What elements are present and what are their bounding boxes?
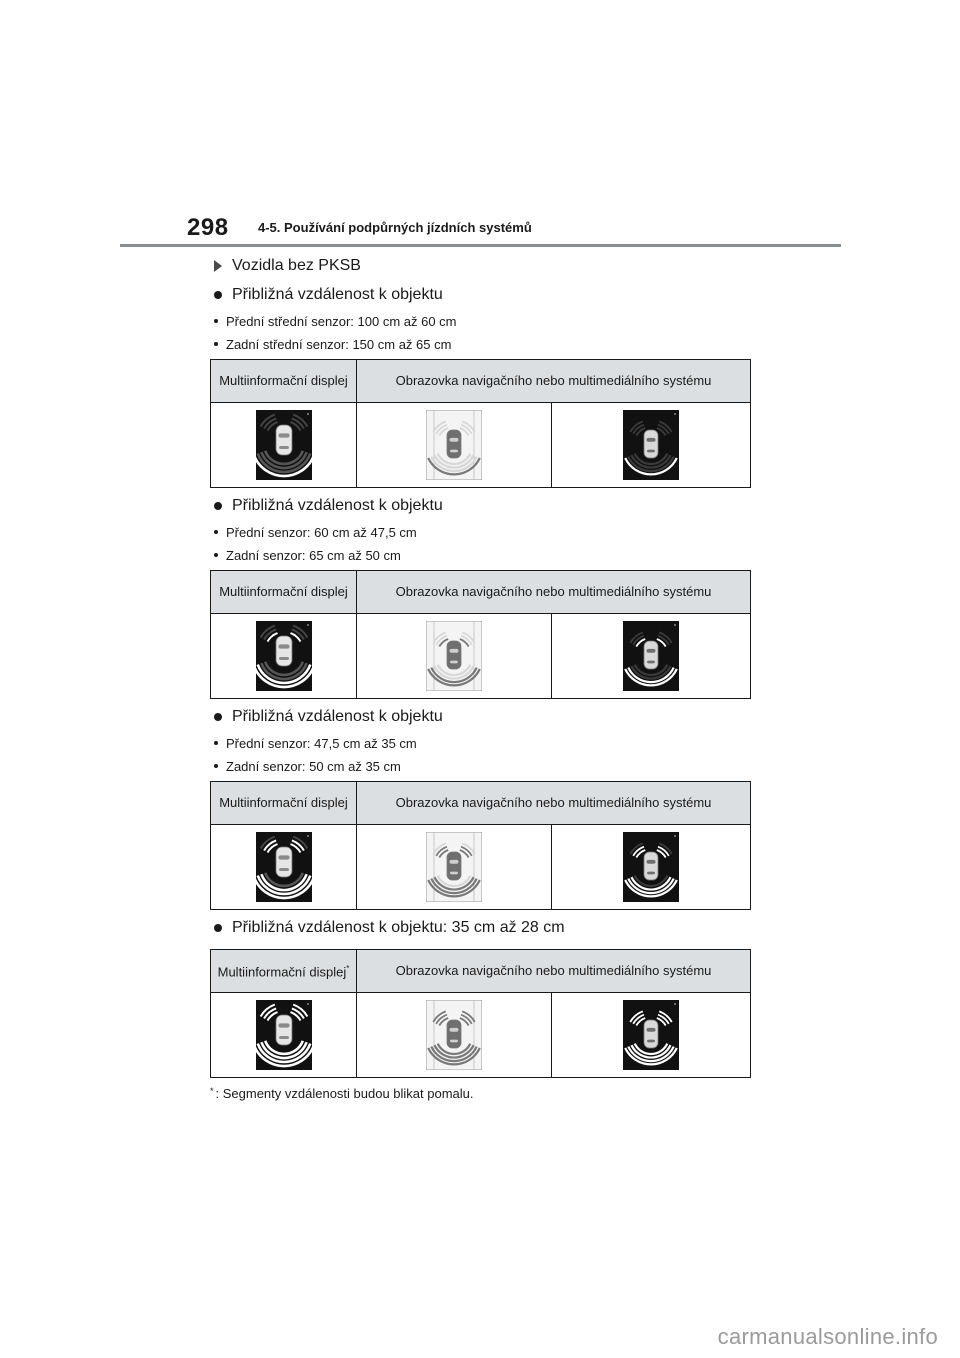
car-windshield-icon <box>278 855 289 859</box>
mid-display-cell <box>211 993 357 1078</box>
sensor-range-item <box>210 336 750 352</box>
car-body-icon <box>644 641 658 669</box>
mid-column-header <box>211 950 357 993</box>
nav-display-cell-light <box>357 403 552 488</box>
bullet-dot-icon <box>214 924 222 932</box>
small-bullet-icon <box>214 741 218 745</box>
nav-column-header <box>357 950 751 993</box>
mid-display-cell <box>211 825 357 910</box>
sensor-range-item <box>210 524 750 540</box>
small-bullet-icon <box>214 342 218 346</box>
distance-heading-text: Přibližná vzdálenost k objektu: 35 cm až 28 cm <box>232 919 565 936</box>
sensor-range-list <box>210 735 750 774</box>
sensor-range-text: Zadní senzor: 65 cm až 50 cm <box>226 547 401 563</box>
distance-blocks <box>210 284 750 1078</box>
nav-display-cell-dark <box>552 825 751 910</box>
sensor-range-item <box>210 313 750 329</box>
car-body-icon <box>644 852 658 880</box>
car-body-icon <box>276 847 292 877</box>
status-dot-icon <box>674 413 676 415</box>
mid-display-cell <box>211 403 357 488</box>
sensor-range-text: Zadní střední senzor: 150 cm až 65 cm <box>226 336 452 352</box>
sensor-range-item <box>210 735 750 751</box>
nav-display-cell-dark <box>552 993 751 1078</box>
car-body-icon <box>276 1015 292 1045</box>
nav-display-image-light <box>426 621 482 691</box>
car-body-icon <box>644 430 658 458</box>
nav-display-cell-light <box>357 614 552 699</box>
distance-heading <box>210 917 750 939</box>
car-windshield-icon <box>278 1023 289 1027</box>
parking-sensor-figure <box>623 1000 679 1070</box>
header-rule <box>120 244 841 247</box>
car-body-icon <box>276 425 292 455</box>
watermark: carmanualsonline.info <box>717 1324 938 1349</box>
car-rear-window-icon <box>279 1036 289 1039</box>
car-body-icon <box>447 1020 461 1048</box>
bullet-dot-icon <box>214 291 222 299</box>
car-windshield-icon <box>278 433 289 437</box>
car-body-icon <box>447 430 461 458</box>
car-body-icon <box>447 641 461 669</box>
triangle-bullet-icon <box>214 260 222 272</box>
car-rear-window-icon <box>279 446 289 449</box>
sensor-range-text: Přední senzor: 60 cm až 47,5 cm <box>226 524 417 540</box>
car-body-icon <box>276 636 292 666</box>
car-body-icon <box>447 852 461 880</box>
nav-column-header <box>357 571 751 614</box>
display-table <box>210 570 751 699</box>
mid-display-image <box>256 621 312 691</box>
car-windshield-icon <box>450 438 459 442</box>
sensor-range-list <box>210 313 750 352</box>
parking-sensor-figure <box>256 1000 312 1070</box>
parking-sensor-figure <box>426 621 482 691</box>
nav-display-image-dark <box>623 832 679 902</box>
car-rear-window-icon <box>450 450 458 453</box>
nav-display-image-light <box>426 410 482 480</box>
parking-sensor-figure <box>623 410 679 480</box>
status-dot-icon <box>674 835 676 837</box>
car-windshield-icon <box>450 649 459 653</box>
sensor-range-list <box>210 524 750 563</box>
vehicle-variant-heading <box>210 255 750 277</box>
nav-display-image-light <box>426 1000 482 1070</box>
distance-heading <box>210 495 750 517</box>
vehicle-variant-heading-text: Vozidla bez PKSB <box>232 257 361 274</box>
sensor-range-text: Přední střední senzor: 100 cm až 60 cm <box>226 313 457 329</box>
distance-heading-text: Přibližná vzdálenost k objektu <box>232 286 443 303</box>
car-rear-window-icon <box>450 1040 458 1043</box>
car-rear-window-icon <box>647 450 655 453</box>
nav-column-header-text: Obrazovka navigačního nebo multimediálního systému <box>395 584 712 599</box>
mid-column-header <box>211 360 357 403</box>
nav-column-header-text: Obrazovka navigačního nebo multimediálního systému <box>395 373 712 388</box>
car-rear-window-icon <box>647 872 655 875</box>
mid-column-header-text: Multiinformační displej <box>217 964 347 980</box>
display-table <box>210 781 751 910</box>
nav-display-cell-light <box>357 825 552 910</box>
mid-display-image <box>256 410 312 480</box>
car-windshield-icon <box>450 1028 459 1032</box>
bullet-dot-icon <box>214 502 222 510</box>
parking-sensor-figure <box>426 1000 482 1070</box>
car-windshield-icon <box>647 860 656 864</box>
parking-sensor-figure <box>623 621 679 691</box>
status-dot-icon <box>674 624 676 626</box>
mid-column-header-text: Multiinformační displej <box>219 373 348 388</box>
small-bullet-icon <box>214 319 218 323</box>
mid-column-header-text: Multiinformační displej <box>219 584 348 599</box>
sensor-range-text: Přední senzor: 47,5 cm až 35 cm <box>226 735 417 751</box>
mid-display-cell <box>211 614 357 699</box>
footnote <box>210 1086 750 1101</box>
car-rear-window-icon <box>647 1040 655 1043</box>
nav-display-cell-dark <box>552 614 751 699</box>
distance-heading-text: Přibližná vzdálenost k objektu <box>232 497 443 514</box>
car-windshield-icon <box>278 644 289 648</box>
page-content <box>210 254 750 1101</box>
status-dot-icon <box>307 413 309 415</box>
footnote-ref: * <box>346 964 350 974</box>
status-dot-icon <box>307 835 309 837</box>
distance-heading-text: Přibližná vzdálenost k objektu <box>232 708 443 725</box>
small-bullet-icon <box>214 530 218 534</box>
parking-sensor-figure <box>426 832 482 902</box>
parking-sensor-figure <box>256 621 312 691</box>
nav-display-image-dark <box>623 410 679 480</box>
car-windshield-icon <box>647 1028 656 1032</box>
display-table <box>210 949 751 1078</box>
mid-column-header <box>211 571 357 614</box>
car-rear-window-icon <box>450 872 458 875</box>
bullet-dot-icon <box>214 713 222 721</box>
car-rear-window-icon <box>279 657 289 660</box>
sensor-range-text: Zadní senzor: 50 cm až 35 cm <box>226 758 401 774</box>
nav-column-header <box>357 360 751 403</box>
page-number: 298 <box>187 214 229 241</box>
footnote-text: : Segmenty vzdálenosti budou blikat pomalu. <box>215 1086 474 1101</box>
status-dot-icon <box>307 624 309 626</box>
small-bullet-icon <box>214 553 218 557</box>
nav-column-header-text: Obrazovka navigačního nebo multimediálního systému <box>395 795 712 810</box>
status-dot-icon <box>674 1003 676 1005</box>
car-windshield-icon <box>450 860 459 864</box>
nav-display-image-dark <box>623 1000 679 1070</box>
status-dot-icon <box>307 1003 309 1005</box>
nav-display-cell-dark <box>552 403 751 488</box>
mid-display-image <box>256 832 312 902</box>
car-rear-window-icon <box>279 868 289 871</box>
car-rear-window-icon <box>647 661 655 664</box>
footnote-mark: * <box>210 1086 214 1096</box>
mid-column-header <box>211 782 357 825</box>
car-windshield-icon <box>647 438 656 442</box>
nav-display-image-light <box>426 832 482 902</box>
nav-display-cell-light <box>357 993 552 1078</box>
parking-sensor-figure <box>426 410 482 480</box>
sensor-range-item <box>210 547 750 563</box>
car-body-icon <box>644 1020 658 1048</box>
mid-column-header-text: Multiinformační displej <box>219 795 348 810</box>
nav-column-header-text: Obrazovka navigačního nebo multimediálního systému <box>395 963 712 978</box>
parking-sensor-figure <box>623 832 679 902</box>
small-bullet-icon <box>214 764 218 768</box>
section-title: 4-5. Používání podpůrných jízdních systémů <box>258 220 532 235</box>
parking-sensor-figure <box>256 832 312 902</box>
distance-heading <box>210 284 750 306</box>
nav-column-header <box>357 782 751 825</box>
nav-display-image-dark <box>623 621 679 691</box>
display-table <box>210 359 751 488</box>
car-rear-window-icon <box>450 661 458 664</box>
mid-display-image <box>256 1000 312 1070</box>
car-windshield-icon <box>647 649 656 653</box>
parking-sensor-figure <box>256 410 312 480</box>
sensor-range-item <box>210 758 750 774</box>
distance-heading <box>210 706 750 728</box>
